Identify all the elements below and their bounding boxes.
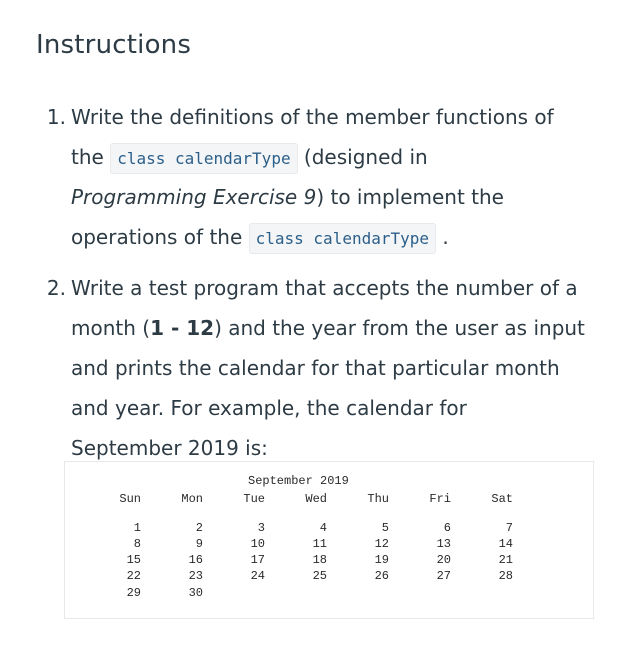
item-2-line-2 <box>71 308 585 348</box>
exercise-reference: Programming Exercise 9 <box>71 185 317 209</box>
calendar-date-5: 5 <box>381 521 389 535</box>
calendar-date-17: 17 <box>250 553 265 567</box>
calendar-day-header-fri: Fri <box>429 492 451 506</box>
calendar-date-13: 13 <box>436 537 451 551</box>
item-1-line-4-text: operations of the <box>71 225 249 249</box>
item-2-line-3: and prints the calendar for that particular month <box>71 356 560 380</box>
item-1-line-3-suffix: ) to implement the <box>316 185 504 209</box>
item-2-line-4: and year. For example, the calendar for <box>71 396 467 420</box>
calendar-date-4: 4 <box>319 521 327 535</box>
calendar-date-11: 11 <box>312 537 327 551</box>
calendar-date-15: 15 <box>126 553 141 567</box>
calendar-date-12: 12 <box>374 537 389 551</box>
inline-code-class-calendartype: class calendarType <box>110 143 297 174</box>
calendar-date-25: 25 <box>312 569 327 583</box>
item-2-line-1: Write a test program that accepts the number of a <box>71 276 578 300</box>
calendar-date-28: 28 <box>498 569 513 583</box>
calendar-title: September 2019 <box>248 474 349 488</box>
calendar-day-header-thu: Thu <box>367 492 389 506</box>
calendar-date-10: 10 <box>250 537 265 551</box>
page-title: Instructions <box>36 30 192 60</box>
calendar-day-header-wed: Wed <box>305 492 327 506</box>
item-1-line-2-suffix: (designed in <box>297 145 428 169</box>
calendar-date-7: 7 <box>505 521 513 535</box>
calendar-date-14: 14 <box>498 537 513 551</box>
calendar-date-29: 29 <box>126 586 141 600</box>
calendar-day-header-sun: Sun <box>119 492 141 506</box>
calendar-date-22: 22 <box>126 569 141 583</box>
calendar-date-6: 6 <box>443 521 451 535</box>
calendar-day-header-sat: Sat <box>491 492 513 506</box>
calendar-date-2: 2 <box>195 521 203 535</box>
month-range: 1 - 12 <box>150 316 215 340</box>
calendar-date-30: 30 <box>188 586 203 600</box>
item-2-line-5: September 2019 is: <box>71 436 268 460</box>
calendar-date-1: 1 <box>133 521 141 535</box>
calendar-date-27: 27 <box>436 569 451 583</box>
item-1-line-3 <box>71 177 504 217</box>
calendar-date-19: 19 <box>374 553 389 567</box>
inline-code-class-calendartype-2: class calendarType <box>249 223 436 254</box>
calendar-date-20: 20 <box>436 553 451 567</box>
calendar-date-26: 26 <box>374 569 389 583</box>
item-2-line-2-prefix: month ( <box>71 316 151 340</box>
calendar-date-3: 3 <box>257 521 265 535</box>
item-1-line-1: Write the definitions of the member functions of <box>71 105 554 129</box>
calendar-date-18: 18 <box>312 553 327 567</box>
calendar-date-23: 23 <box>188 569 203 583</box>
list-number-1: 1. <box>46 105 66 129</box>
calendar-date-9: 9 <box>195 537 203 551</box>
item-1-line-2-text: the <box>71 145 111 169</box>
calendar-day-header-mon: Mon <box>181 492 203 506</box>
item-1-line-4-suffix: . <box>436 225 449 249</box>
calendar-date-21: 21 <box>498 553 513 567</box>
list-number-2: 2. <box>46 276 66 300</box>
calendar-day-header-tue: Tue <box>243 492 265 506</box>
item-1-line-2 <box>71 137 428 177</box>
calendar-date-24: 24 <box>250 569 265 583</box>
item-1-line-4 <box>71 217 449 257</box>
item-2-line-2-suffix: ) and the year from the user as input <box>214 316 585 340</box>
calendar-date-8: 8 <box>133 537 141 551</box>
calendar-date-16: 16 <box>188 553 203 567</box>
